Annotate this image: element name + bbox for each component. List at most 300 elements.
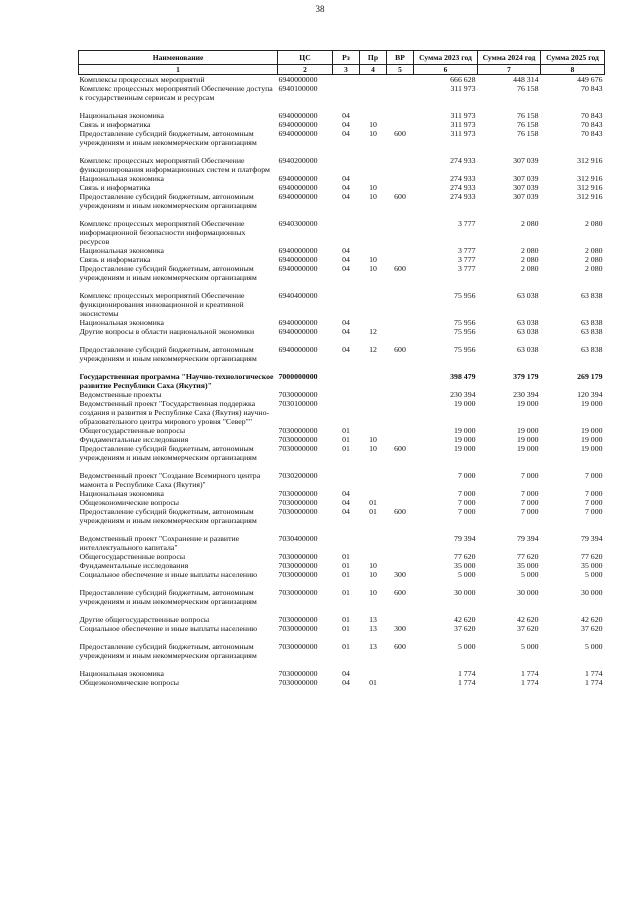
row-vr: 600 xyxy=(394,345,406,354)
row-pr xyxy=(360,156,387,174)
row-rz xyxy=(333,606,360,615)
table-row xyxy=(79,246,605,255)
row-sum-2024 xyxy=(478,147,541,156)
row-sum-2023: 77 620 xyxy=(454,552,476,561)
header-name: Наименование xyxy=(79,51,278,65)
row-cs xyxy=(278,462,333,471)
row-pr xyxy=(360,372,387,390)
row-name xyxy=(79,660,278,669)
row-pr: 10 xyxy=(369,588,377,597)
row-sum-2024: 2 080 xyxy=(520,264,539,273)
row-vr xyxy=(387,291,414,318)
row-vr xyxy=(387,120,414,129)
row-name: Ведомственный проект "Создание Всемирного центра мамонта в Республике Саха (Якутия)" xyxy=(79,471,261,489)
row-rz: 04 xyxy=(342,678,350,687)
row-sum-2025: 19 000 xyxy=(581,444,603,453)
row-sum-2024 xyxy=(478,210,541,219)
row-name: Комплекс процессных мероприятий Обеспечение функционирования информационных систем и платформ xyxy=(79,156,270,174)
row-cs: 6940000000 xyxy=(278,246,318,255)
row-sum-2023 xyxy=(414,462,478,471)
row-sum-2024: 2 080 xyxy=(520,246,539,255)
row-name xyxy=(79,633,278,642)
table-row xyxy=(79,435,605,444)
row-sum-2024 xyxy=(478,462,541,471)
row-sum-2024: 76 158 xyxy=(517,111,539,120)
row-sum-2025: 63 838 xyxy=(581,327,603,336)
index-cell: 2 xyxy=(278,65,333,75)
row-sum-2025: 2 080 xyxy=(584,246,603,255)
row-rz xyxy=(333,102,360,111)
row-pr xyxy=(360,426,387,435)
row-rz xyxy=(333,579,360,588)
row-cs: 7030000000 xyxy=(278,669,318,678)
row-name xyxy=(79,336,278,345)
row-sum-2023 xyxy=(414,102,478,111)
row-pr: 10 xyxy=(369,120,377,129)
row-vr xyxy=(387,156,414,174)
row-pr xyxy=(360,147,387,156)
row-name: Предоставление субсидий бюджетным, автономным учреждениям и иным некоммерческим организациям xyxy=(79,264,257,282)
header-2024: Сумма 2024 год xyxy=(478,51,541,65)
header-cs: ЦС xyxy=(278,51,333,65)
table-row xyxy=(79,588,605,606)
row-rz: 01 xyxy=(342,444,350,453)
spacer-row xyxy=(79,210,605,219)
row-pr: 13 xyxy=(369,624,377,633)
row-sum-2023 xyxy=(414,363,478,372)
row-name: Национальная экономика xyxy=(79,246,164,255)
index-cell: 1 xyxy=(79,65,278,75)
row-rz xyxy=(333,399,360,426)
row-name: Общегосударственные вопросы xyxy=(79,426,186,435)
row-vr: 600 xyxy=(394,642,406,651)
row-sum-2025: 70 843 xyxy=(581,129,603,138)
header-2025: Сумма 2025 год xyxy=(541,51,605,65)
row-cs: 7030100000 xyxy=(278,399,318,408)
row-pr: 01 xyxy=(369,498,377,507)
row-sum-2023: 75 956 xyxy=(454,345,476,354)
table-row xyxy=(79,399,605,426)
row-rz: 01 xyxy=(342,588,350,597)
row-pr: 13 xyxy=(369,642,377,651)
row-vr: 600 xyxy=(394,192,406,201)
row-sum-2024 xyxy=(478,282,541,291)
row-vr: 600 xyxy=(394,444,406,453)
row-cs xyxy=(278,660,333,669)
row-vr xyxy=(387,534,414,552)
row-cs xyxy=(278,102,333,111)
row-sum-2025 xyxy=(541,363,605,372)
row-sum-2024: 76 158 xyxy=(517,129,539,138)
row-sum-2025: 79 394 xyxy=(581,534,603,543)
row-sum-2025: 7 000 xyxy=(584,498,603,507)
row-rz: 04 xyxy=(342,120,350,129)
row-sum-2024: 63 038 xyxy=(517,291,539,300)
row-cs: 7000000000 xyxy=(278,372,318,381)
row-name: Общегосударственные вопросы xyxy=(79,552,186,561)
row-sum-2025: 1 774 xyxy=(584,678,603,687)
row-sum-2024 xyxy=(478,363,541,372)
table-row xyxy=(79,327,605,336)
row-pr xyxy=(360,471,387,489)
table-row xyxy=(79,129,605,147)
row-sum-2025 xyxy=(541,462,605,471)
row-sum-2024: 379 179 xyxy=(513,372,539,381)
row-rz: 04 xyxy=(342,174,350,183)
row-sum-2023: 75 956 xyxy=(454,291,476,300)
row-cs: 6940000000 xyxy=(278,75,318,84)
row-rz: 01 xyxy=(342,615,350,624)
row-cs: 7030200000 xyxy=(278,471,318,480)
spacer-row xyxy=(79,633,605,642)
row-sum-2025: 63 838 xyxy=(581,291,603,300)
row-vr xyxy=(387,75,414,85)
row-vr xyxy=(387,561,414,570)
row-sum-2025 xyxy=(541,102,605,111)
row-cs xyxy=(278,525,333,534)
row-rz xyxy=(333,471,360,489)
row-vr xyxy=(387,372,414,390)
row-vr xyxy=(387,579,414,588)
row-cs: 6940100000 xyxy=(278,84,318,93)
spacer-row xyxy=(79,660,605,669)
table-row xyxy=(79,372,605,390)
row-cs xyxy=(278,606,333,615)
row-sum-2025: 19 000 xyxy=(581,435,603,444)
row-pr xyxy=(360,291,387,318)
table-row xyxy=(79,390,605,399)
row-name: Предоставление субсидий бюджетным, автономным учреждениям и иным некоммерческим организациям xyxy=(79,129,257,147)
index-cell: 3 xyxy=(333,65,360,75)
row-vr xyxy=(387,336,414,345)
table-row xyxy=(79,471,605,489)
table-row xyxy=(79,624,605,633)
row-sum-2025 xyxy=(541,579,605,588)
table-row xyxy=(79,498,605,507)
index-cell: 5 xyxy=(387,65,414,75)
row-name xyxy=(79,525,278,534)
row-name: Предоставление субсидий бюджетным, автономным учреждениям и иным некоммерческим организациям xyxy=(79,642,257,660)
row-sum-2025 xyxy=(541,606,605,615)
table-row xyxy=(79,426,605,435)
row-sum-2024: 42 620 xyxy=(517,615,539,624)
row-name: Общеэкономические вопросы xyxy=(79,678,180,687)
row-name: Предоставление субсидий бюджетным, автономным учреждениям и иным некоммерческим организациям xyxy=(79,345,257,363)
row-pr: 01 xyxy=(369,678,377,687)
row-rz xyxy=(333,372,360,390)
row-rz: 01 xyxy=(342,552,350,561)
row-cs xyxy=(278,579,333,588)
row-rz xyxy=(333,633,360,642)
row-vr xyxy=(387,615,414,624)
row-sum-2024: 7 000 xyxy=(520,507,539,516)
spacer-row xyxy=(79,579,605,588)
row-vr xyxy=(387,318,414,327)
row-vr xyxy=(387,471,414,489)
table-row xyxy=(79,561,605,570)
row-sum-2023 xyxy=(414,660,478,669)
row-vr xyxy=(387,489,414,498)
row-pr xyxy=(360,660,387,669)
row-sum-2023 xyxy=(414,633,478,642)
row-sum-2023: 42 620 xyxy=(454,615,476,624)
index-row xyxy=(79,65,605,75)
row-sum-2025: 2 080 xyxy=(584,255,603,264)
table-row xyxy=(79,264,605,282)
row-sum-2023: 75 956 xyxy=(454,318,476,327)
table-row xyxy=(79,552,605,561)
row-sum-2024: 307 039 xyxy=(513,174,539,183)
row-sum-2025: 63 838 xyxy=(581,345,603,354)
row-cs: 6940300000 xyxy=(278,219,318,228)
row-sum-2023: 666 628 xyxy=(450,75,476,84)
row-vr xyxy=(387,669,414,678)
row-pr xyxy=(360,399,387,426)
row-sum-2024: 35 000 xyxy=(517,561,539,570)
row-pr xyxy=(360,525,387,534)
table-row xyxy=(79,642,605,660)
row-sum-2024: 448 314 xyxy=(513,75,539,84)
row-pr: 12 xyxy=(369,327,377,336)
row-sum-2023: 30 000 xyxy=(454,588,476,597)
row-sum-2023 xyxy=(414,210,478,219)
row-name xyxy=(79,282,278,291)
row-sum-2024: 2 080 xyxy=(520,219,539,228)
row-sum-2025: 19 000 xyxy=(581,426,603,435)
row-pr: 10 xyxy=(369,192,377,201)
row-rz: 04 xyxy=(342,129,350,138)
row-sum-2024 xyxy=(478,579,541,588)
row-name xyxy=(79,606,278,615)
row-name: Фундаментальные исследования xyxy=(79,435,189,444)
row-pr: 10 xyxy=(369,183,377,192)
row-pr: 01 xyxy=(369,507,377,516)
row-pr xyxy=(360,282,387,291)
row-sum-2024: 2 080 xyxy=(520,255,539,264)
row-sum-2024: 307 039 xyxy=(513,183,539,192)
row-name: Комплекс процессных мероприятий Обеспечение информационной безопасности информационных ресурсов xyxy=(79,219,246,246)
row-sum-2025: 19 000 xyxy=(581,399,603,408)
row-cs xyxy=(278,210,333,219)
row-sum-2023: 3 777 xyxy=(457,246,476,255)
table-row xyxy=(79,120,605,129)
row-cs xyxy=(278,147,333,156)
row-rz: 04 xyxy=(342,192,350,201)
row-name xyxy=(79,579,278,588)
row-sum-2023: 37 620 xyxy=(454,624,476,633)
row-vr: 600 xyxy=(394,129,406,138)
row-sum-2025 xyxy=(541,336,605,345)
row-sum-2025: 449 676 xyxy=(577,75,603,84)
row-pr xyxy=(360,102,387,111)
row-sum-2023: 5 000 xyxy=(457,642,476,651)
row-cs xyxy=(278,282,333,291)
row-name: Связь и информатика xyxy=(79,255,151,264)
row-sum-2023 xyxy=(414,579,478,588)
row-pr: 10 xyxy=(369,264,377,273)
table-row xyxy=(79,111,605,120)
row-vr xyxy=(387,678,414,687)
table-row xyxy=(79,219,605,246)
row-pr xyxy=(360,246,387,255)
row-vr xyxy=(387,147,414,156)
row-pr xyxy=(360,462,387,471)
row-name: Комплекс процессных мероприятий Обеспечение доступа к государственным сервисам и ресурсам xyxy=(79,84,273,102)
row-sum-2024: 19 000 xyxy=(517,426,539,435)
row-rz: 04 xyxy=(342,327,350,336)
row-pr xyxy=(360,84,387,102)
row-sum-2023: 7 000 xyxy=(457,471,476,480)
row-sum-2024: 63 038 xyxy=(517,345,539,354)
row-sum-2024: 1 774 xyxy=(520,678,539,687)
row-rz: 04 xyxy=(342,669,350,678)
row-pr xyxy=(360,606,387,615)
row-rz xyxy=(333,336,360,345)
row-sum-2025: 37 620 xyxy=(581,624,603,633)
row-rz: 01 xyxy=(342,426,350,435)
row-cs xyxy=(278,336,333,345)
table-row xyxy=(79,345,605,363)
row-pr xyxy=(360,579,387,588)
row-sum-2024: 5 000 xyxy=(520,642,539,651)
row-sum-2023: 7 000 xyxy=(457,498,476,507)
row-cs: 7030000000 xyxy=(278,588,318,597)
row-vr xyxy=(387,246,414,255)
row-sum-2024 xyxy=(478,633,541,642)
row-sum-2023: 311 973 xyxy=(450,129,476,138)
row-cs: 6940000000 xyxy=(278,120,318,129)
budget-table xyxy=(78,50,605,687)
row-sum-2024: 30 000 xyxy=(517,588,539,597)
row-sum-2024 xyxy=(478,102,541,111)
table-row xyxy=(79,156,605,174)
spacer-row xyxy=(79,606,605,615)
row-vr xyxy=(387,633,414,642)
row-vr xyxy=(387,363,414,372)
row-name: Государственная программа "Научно-технологическое развитие Республики Саха (Якутия)" xyxy=(79,372,274,390)
row-name: Социальное обеспечение и иные выплаты населению xyxy=(79,570,258,579)
row-sum-2025: 30 000 xyxy=(581,588,603,597)
row-cs: 6940000000 xyxy=(278,111,318,120)
row-sum-2024: 77 620 xyxy=(517,552,539,561)
row-sum-2025: 42 620 xyxy=(581,615,603,624)
row-cs: 6940400000 xyxy=(278,291,318,300)
row-sum-2023: 274 933 xyxy=(450,156,476,165)
table-row xyxy=(79,192,605,210)
table-row xyxy=(79,678,605,687)
row-sum-2023: 274 933 xyxy=(450,183,476,192)
row-vr: 600 xyxy=(394,264,406,273)
row-sum-2025: 77 620 xyxy=(581,552,603,561)
row-name: Связь и информатика xyxy=(79,183,151,192)
row-vr xyxy=(387,183,414,192)
row-sum-2023: 19 000 xyxy=(454,426,476,435)
row-rz xyxy=(333,462,360,471)
row-sum-2025: 35 000 xyxy=(581,561,603,570)
row-sum-2023 xyxy=(414,336,478,345)
spacer-row xyxy=(79,462,605,471)
row-sum-2024: 19 000 xyxy=(517,444,539,453)
row-cs: 6940000000 xyxy=(278,255,318,264)
table-row xyxy=(79,318,605,327)
row-cs xyxy=(278,633,333,642)
row-cs: 7030000000 xyxy=(278,642,318,651)
row-cs: 7030000000 xyxy=(278,678,318,687)
row-rz: 01 xyxy=(342,435,350,444)
row-vr xyxy=(387,552,414,561)
row-rz: 04 xyxy=(342,345,350,354)
row-rz: 04 xyxy=(342,507,350,516)
row-pr: 10 xyxy=(369,255,377,264)
row-sum-2025: 312 916 xyxy=(577,192,603,201)
row-rz: 01 xyxy=(342,642,350,651)
row-vr xyxy=(387,84,414,102)
row-sum-2023: 230 394 xyxy=(450,390,476,399)
row-pr: 13 xyxy=(369,615,377,624)
table-row xyxy=(79,669,605,678)
row-sum-2025: 7 000 xyxy=(584,471,603,480)
row-rz: 01 xyxy=(342,561,350,570)
row-cs: 7030000000 xyxy=(278,552,318,561)
row-cs: 7030000000 xyxy=(278,507,318,516)
row-sum-2025: 70 843 xyxy=(581,84,603,93)
row-rz xyxy=(333,525,360,534)
row-sum-2025: 312 916 xyxy=(577,174,603,183)
row-vr: 600 xyxy=(394,588,406,597)
row-cs: 7030000000 xyxy=(278,444,318,453)
row-rz: 04 xyxy=(342,246,350,255)
row-sum-2024 xyxy=(478,336,541,345)
row-sum-2023 xyxy=(414,525,478,534)
row-cs: 6940000000 xyxy=(278,345,318,354)
row-cs xyxy=(278,363,333,372)
row-sum-2024: 63 038 xyxy=(517,318,539,327)
row-sum-2025: 7 000 xyxy=(584,507,603,516)
row-cs: 7030400000 xyxy=(278,534,318,543)
row-name: Комплексы процессных мероприятий xyxy=(79,75,205,84)
row-rz: 01 xyxy=(342,570,350,579)
row-rz xyxy=(333,363,360,372)
row-rz: 04 xyxy=(342,183,350,192)
row-pr: 10 xyxy=(369,561,377,570)
row-vr xyxy=(387,174,414,183)
row-name: Национальная экономика xyxy=(79,318,164,327)
table-row xyxy=(79,570,605,579)
row-pr xyxy=(360,363,387,372)
row-vr: 300 xyxy=(394,570,406,579)
index-cell: 6 xyxy=(414,65,478,75)
row-pr: 10 xyxy=(369,570,377,579)
index-cell: 8 xyxy=(541,65,605,75)
row-vr xyxy=(387,498,414,507)
row-sum-2023: 7 000 xyxy=(457,489,476,498)
table-row xyxy=(79,183,605,192)
row-name: Предоставление субсидий бюджетным, автономным учреждениям и иным некоммерческим организациям xyxy=(79,444,257,462)
row-sum-2025 xyxy=(541,210,605,219)
row-vr xyxy=(387,390,414,399)
row-sum-2024: 307 039 xyxy=(513,192,539,201)
row-rz: 04 xyxy=(342,111,350,120)
header-2023: Сумма 2023 год xyxy=(414,51,478,65)
row-pr xyxy=(360,174,387,183)
row-sum-2025: 63 838 xyxy=(581,318,603,327)
row-sum-2024 xyxy=(478,606,541,615)
row-vr xyxy=(387,462,414,471)
row-pr xyxy=(360,489,387,498)
row-vr xyxy=(387,255,414,264)
row-sum-2023: 19 000 xyxy=(454,444,476,453)
row-name: Национальная экономика xyxy=(79,174,164,183)
